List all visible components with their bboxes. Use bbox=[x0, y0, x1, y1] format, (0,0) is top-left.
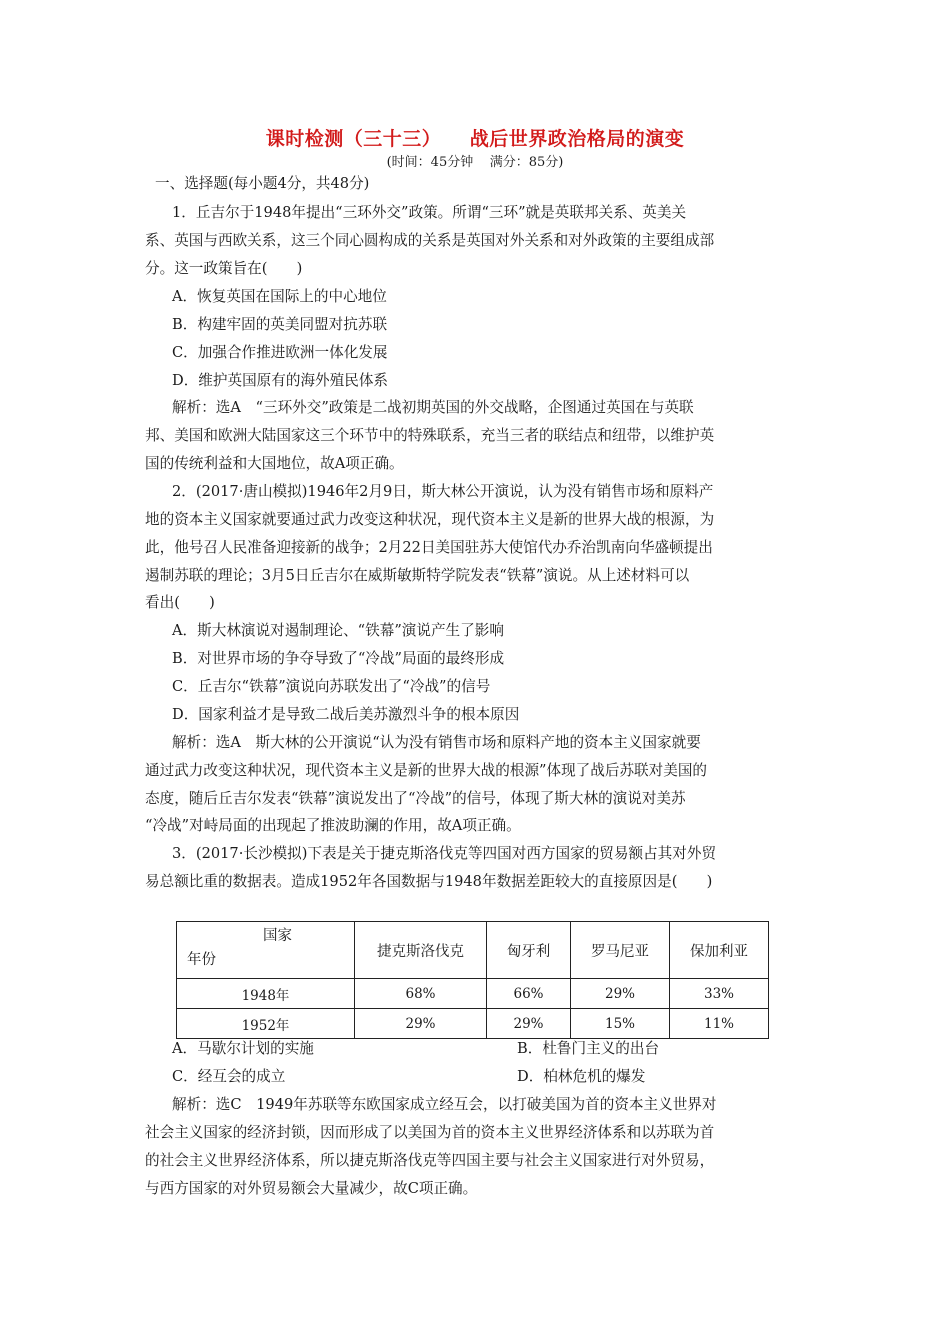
table-row bbox=[177, 979, 769, 1009]
q2-analysis-4: “冷战”对峙局面的出现起了推波助澜的作用，故A项正确。 bbox=[145, 817, 521, 834]
q2-option-c: C．丘吉尔“铁幕”演说向苏联发出了“冷战”的信号 bbox=[172, 678, 491, 695]
q3-analysis-2: 社会主义国家的经济封锁，因而形成了以美国为首的资本主义世界经济体系和以苏联为首 bbox=[145, 1124, 715, 1141]
q2-line-1: 2．(2017·唐山模拟)1946年2月9日，斯大林公开演说，认为没有销售市场和原料产 bbox=[172, 483, 714, 500]
page-title: 课时检测（三十三） 战后世界政治格局的演变 bbox=[265, 128, 685, 150]
table-col-header: 匈牙利 bbox=[487, 922, 571, 979]
table-col-header: 罗马尼亚 bbox=[571, 922, 670, 979]
q3-option-c: C．经互会的成立 bbox=[172, 1068, 286, 1085]
q3-line-2: 易总额比重的数据表。造成1952年各国数据与1948年数据差距较大的直接原因是( ) bbox=[145, 873, 713, 890]
q1-analysis-1: 解析：选A “三环外交”政策是二战初期英国的外交战略，企图通过英国在与英联 bbox=[172, 399, 694, 416]
q1-line-1: 1．丘吉尔于1948年提出“三环外交”政策。所谓“三环”就是英联邦关系、英美关 bbox=[172, 204, 687, 221]
table-year-cell: 1948年 bbox=[177, 979, 355, 1009]
q3-line-1: 3．(2017·长沙模拟)下表是关于捷克斯洛伐克等四国对西方国家的贸易额占其对外贸 bbox=[172, 845, 717, 862]
table-cell: 15% bbox=[571, 1009, 670, 1039]
section-heading: 一、选择题(每小题4分，共48分) bbox=[155, 175, 370, 192]
table-cell: 29% bbox=[355, 1009, 487, 1039]
table-header-row bbox=[177, 922, 769, 979]
table-corner-cell bbox=[177, 922, 355, 979]
trade-data-table bbox=[176, 921, 769, 1039]
q1-option-c: C．加强合作推进欧洲一体化发展 bbox=[172, 344, 388, 361]
q2-line-5: 看出( ) bbox=[145, 594, 215, 611]
q1-analysis-3: 国的传统利益和大国地位，故A项正确。 bbox=[145, 455, 404, 472]
table-col-header: 保加利亚 bbox=[670, 922, 769, 979]
table-cell: 68% bbox=[355, 979, 487, 1009]
table-cell: 66% bbox=[487, 979, 571, 1009]
table-cell: 11% bbox=[670, 1009, 769, 1039]
q2-analysis-1: 解析：选A 斯大林的公开演说“认为没有销售市场和原料产地的资本主义国家就要 bbox=[172, 734, 701, 751]
q2-option-a: A．斯大林演说对遏制理论、“铁幕”演说产生了影响 bbox=[172, 622, 504, 639]
q3-analysis-1: 解析：选C 1949年苏联等东欧国家成立经互会，以打破美国为首的资本主义世界对 bbox=[172, 1096, 717, 1113]
q1-option-b: B．构建牢固的英美同盟对抗苏联 bbox=[172, 316, 388, 333]
table-cell: 29% bbox=[571, 979, 670, 1009]
page-subtitle: (时间：45分钟 满分：85分) bbox=[386, 155, 564, 170]
q1-line-3: 分。这一政策旨在( ) bbox=[145, 260, 303, 277]
table-row bbox=[177, 1009, 769, 1039]
table-cell: 29% bbox=[487, 1009, 571, 1039]
q2-line-4: 遏制苏联的理论；3月5日丘吉尔在威斯敏斯特学院发表“铁幕”演说。从上述材料可以 bbox=[145, 567, 690, 584]
q2-option-b: B．对世界市场的争夺导致了“冷战”局面的最终形成 bbox=[172, 650, 505, 667]
q3-analysis-3: 的社会主义世界经济体系，所以捷克斯洛伐克等四国主要与社会主义国家进行对外贸易， bbox=[145, 1152, 715, 1169]
q2-option-d: D．国家利益才是导致二战后美苏激烈斗争的根本原因 bbox=[172, 706, 520, 723]
q2-line-2: 地的资本主义国家就要通过武力改变这种状况，现代资本主义是新的世界大战的根源，为 bbox=[145, 511, 715, 528]
q3-option-b: B．杜鲁门主义的出台 bbox=[517, 1040, 660, 1057]
table-cell: 33% bbox=[670, 979, 769, 1009]
q1-option-d: D．维护英国原有的海外殖民体系 bbox=[172, 372, 389, 389]
table-col-header: 捷克斯洛伐克 bbox=[355, 922, 487, 979]
q3-option-d: D．柏林危机的爆发 bbox=[517, 1068, 646, 1085]
table-corner-country: 国家 bbox=[263, 928, 292, 944]
q1-analysis-2: 邦、美国和欧洲大陆国家这三个环节中的特殊联系，充当三者的联结点和纽带，以维护英 bbox=[145, 427, 715, 444]
q2-line-3: 此，他号召人民准备迎接新的战争；2月22日美国驻苏大使馆代办乔治凯南向华盛顿提出 bbox=[145, 539, 713, 556]
table-corner-year: 年份 bbox=[187, 952, 216, 968]
table-year-cell: 1952年 bbox=[177, 1009, 355, 1039]
q3-option-a: A．马歇尔计划的实施 bbox=[172, 1040, 314, 1057]
q1-option-a: A．恢复英国在国际上的中心地位 bbox=[172, 288, 387, 305]
q2-analysis-3: 态度，随后丘吉尔发表“铁幕”演说发出了“冷战”的信号，体现了斯大林的演说对美苏 bbox=[145, 790, 686, 807]
q1-line-2: 系、英国与西欧关系，这三个同心圆构成的关系是英国对外关系和对外政策的主要组成部 bbox=[145, 232, 715, 249]
q3-analysis-4: 与西方国家的对外贸易额会大量减少，故C项正确。 bbox=[145, 1180, 478, 1197]
q2-analysis-2: 通过武力改变这种状况，现代资本主义是新的世界大战的根源”体现了战后苏联对美国的 bbox=[145, 762, 708, 779]
